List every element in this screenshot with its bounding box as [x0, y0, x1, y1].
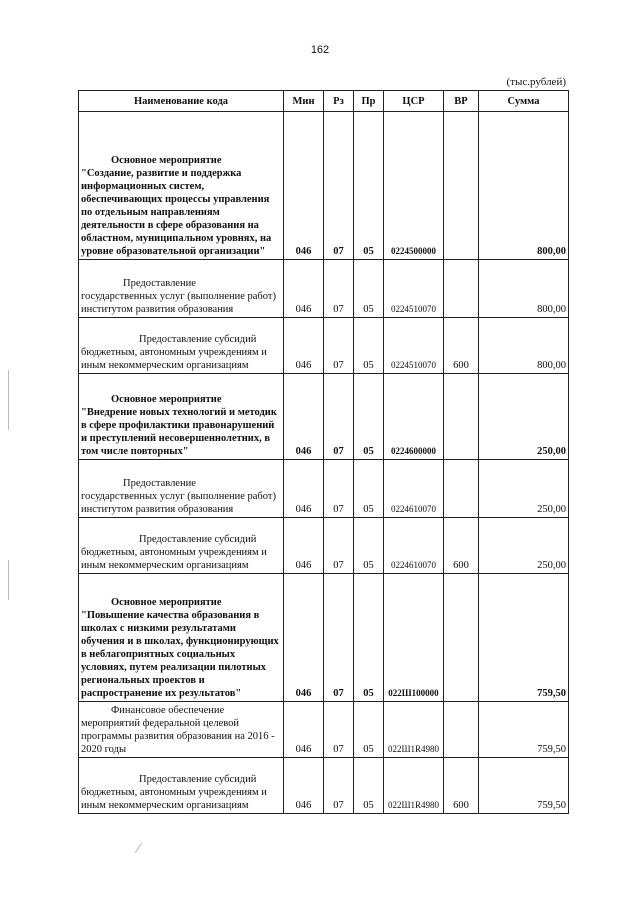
row-sum: 800,00 [479, 318, 569, 374]
row-rz: 07 [324, 112, 354, 260]
row-pr: 05 [354, 318, 384, 374]
row-vr [444, 112, 479, 260]
row-sum: 250,00 [479, 374, 569, 460]
table-row [79, 574, 569, 702]
row-sum: 759,50 [479, 758, 569, 814]
row-name-cell [79, 758, 284, 814]
row-vr [444, 260, 479, 318]
row-vr [444, 374, 479, 460]
row-name-cell [79, 260, 284, 318]
header-sum: Сумма [479, 91, 569, 112]
row-rz: 07 [324, 460, 354, 518]
header-min: Мин [284, 91, 324, 112]
row-pr: 05 [354, 260, 384, 318]
row-vr [444, 702, 479, 758]
row-title: Предоставление [123, 478, 196, 489]
row-csr: 0224610070 [384, 460, 444, 518]
row-vr: 600 [444, 318, 479, 374]
row-min: 046 [284, 318, 324, 374]
row-rz: 07 [324, 702, 354, 758]
row-text: бюджетным, автономным учреждениям и иным некоммерческим организациям [81, 347, 267, 371]
units-label: (тыс.рублей) [506, 76, 566, 88]
table-row [79, 702, 569, 758]
row-sum: 250,00 [479, 460, 569, 518]
table-row [79, 460, 569, 518]
row-text: мероприятий федеральной целевой программы развития образования на 2016 - 2020 годы [81, 718, 275, 755]
table-header-row [79, 91, 569, 112]
row-min: 046 [284, 112, 324, 260]
table-row [79, 260, 569, 318]
row-title: Предоставление субсидий [139, 334, 257, 345]
row-title: Основное мероприятие [111, 394, 222, 405]
row-title: Основное мероприятие [111, 597, 222, 608]
row-csr: 022Ш1R4980 [384, 758, 444, 814]
row-sum: 759,50 [479, 574, 569, 702]
row-csr: 0224600000 [384, 374, 444, 460]
row-pr: 05 [354, 702, 384, 758]
row-text: государственных услуг (выполнение работ) институтом развития образования [81, 291, 276, 315]
row-min: 046 [284, 702, 324, 758]
row-title: Основное мероприятие [111, 155, 222, 166]
header-rz: Рз [324, 91, 354, 112]
row-text: "Создание, развитие и поддержка информационных систем, обеспечивающих процессы управления по отдельным направлениям деятельности в сфере образования на областном, муниципальном уровнях, на уровне образовательной организации" [81, 168, 272, 257]
row-name-cell [79, 702, 284, 758]
row-csr: 0224510070 [384, 318, 444, 374]
row-min: 046 [284, 758, 324, 814]
table-row [79, 758, 569, 814]
row-vr [444, 460, 479, 518]
scan-margin-mark [8, 560, 9, 600]
row-csr: 0224610070 [384, 518, 444, 574]
page-number: 162 [310, 44, 330, 56]
row-pr: 05 [354, 758, 384, 814]
row-pr: 05 [354, 112, 384, 260]
table-row [79, 112, 569, 260]
row-min: 046 [284, 518, 324, 574]
row-pr: 05 [354, 574, 384, 702]
table-row [79, 318, 569, 374]
header-csr: ЦСР [384, 91, 444, 112]
header-name: Наименование кода [79, 91, 284, 112]
row-title: Предоставление субсидий [139, 534, 257, 545]
row-name-cell [79, 318, 284, 374]
scan-margin-mark [8, 370, 9, 430]
row-sum: 250,00 [479, 518, 569, 574]
row-min: 046 [284, 374, 324, 460]
row-pr: 05 [354, 460, 384, 518]
row-text: бюджетным, автономным учреждениям и иным некоммерческим организациям [81, 787, 267, 811]
table-row [79, 374, 569, 460]
row-name-cell [79, 518, 284, 574]
row-sum: 759,50 [479, 702, 569, 758]
header-vr: ВР [444, 91, 479, 112]
row-pr: 05 [354, 518, 384, 574]
row-min: 046 [284, 460, 324, 518]
row-rz: 07 [324, 758, 354, 814]
row-text: бюджетным, автономным учреждениям и иным некоммерческим организациям [81, 547, 267, 571]
row-csr: 022Ш1R4980 [384, 702, 444, 758]
row-title: Предоставление субсидий [139, 774, 257, 785]
row-rz: 07 [324, 374, 354, 460]
row-name-cell [79, 374, 284, 460]
row-text: "Повышение качества образования в школах с низкими результатами обучения и в школах, функционирующих в неблагоприятных социальных условиях, путем реализации пилотных региональных проектов и распространение их результатов" [81, 610, 279, 699]
row-sum: 800,00 [479, 260, 569, 318]
row-text: государственных услуг (выполнение работ) институтом развития образования [81, 491, 276, 515]
row-vr: 600 [444, 758, 479, 814]
row-rz: 07 [324, 318, 354, 374]
row-title: Предоставление [123, 278, 196, 289]
row-rz: 07 [324, 518, 354, 574]
row-title: Финансовое обеспечение [111, 705, 225, 716]
header-pr: Пр [354, 91, 384, 112]
table-row [79, 518, 569, 574]
row-rz: 07 [324, 260, 354, 318]
row-rz: 07 [324, 574, 354, 702]
row-min: 046 [284, 574, 324, 702]
row-pr: 05 [354, 374, 384, 460]
row-csr: 0224510070 [384, 260, 444, 318]
row-vr [444, 574, 479, 702]
row-name-cell [79, 574, 284, 702]
row-csr: 0224500000 [384, 112, 444, 260]
row-min: 046 [284, 260, 324, 318]
scan-stray-mark [135, 843, 143, 853]
row-vr: 600 [444, 518, 479, 574]
row-csr: 022Ш100000 [384, 574, 444, 702]
budget-table [78, 90, 569, 814]
row-sum: 800,00 [479, 112, 569, 260]
row-name-cell [79, 460, 284, 518]
row-text: "Внедрение новых технологий и методик в сфере профилактики правонарушений и преступлений несовершеннолетних, в том числе повторных" [81, 407, 277, 457]
row-name-cell [79, 112, 284, 260]
